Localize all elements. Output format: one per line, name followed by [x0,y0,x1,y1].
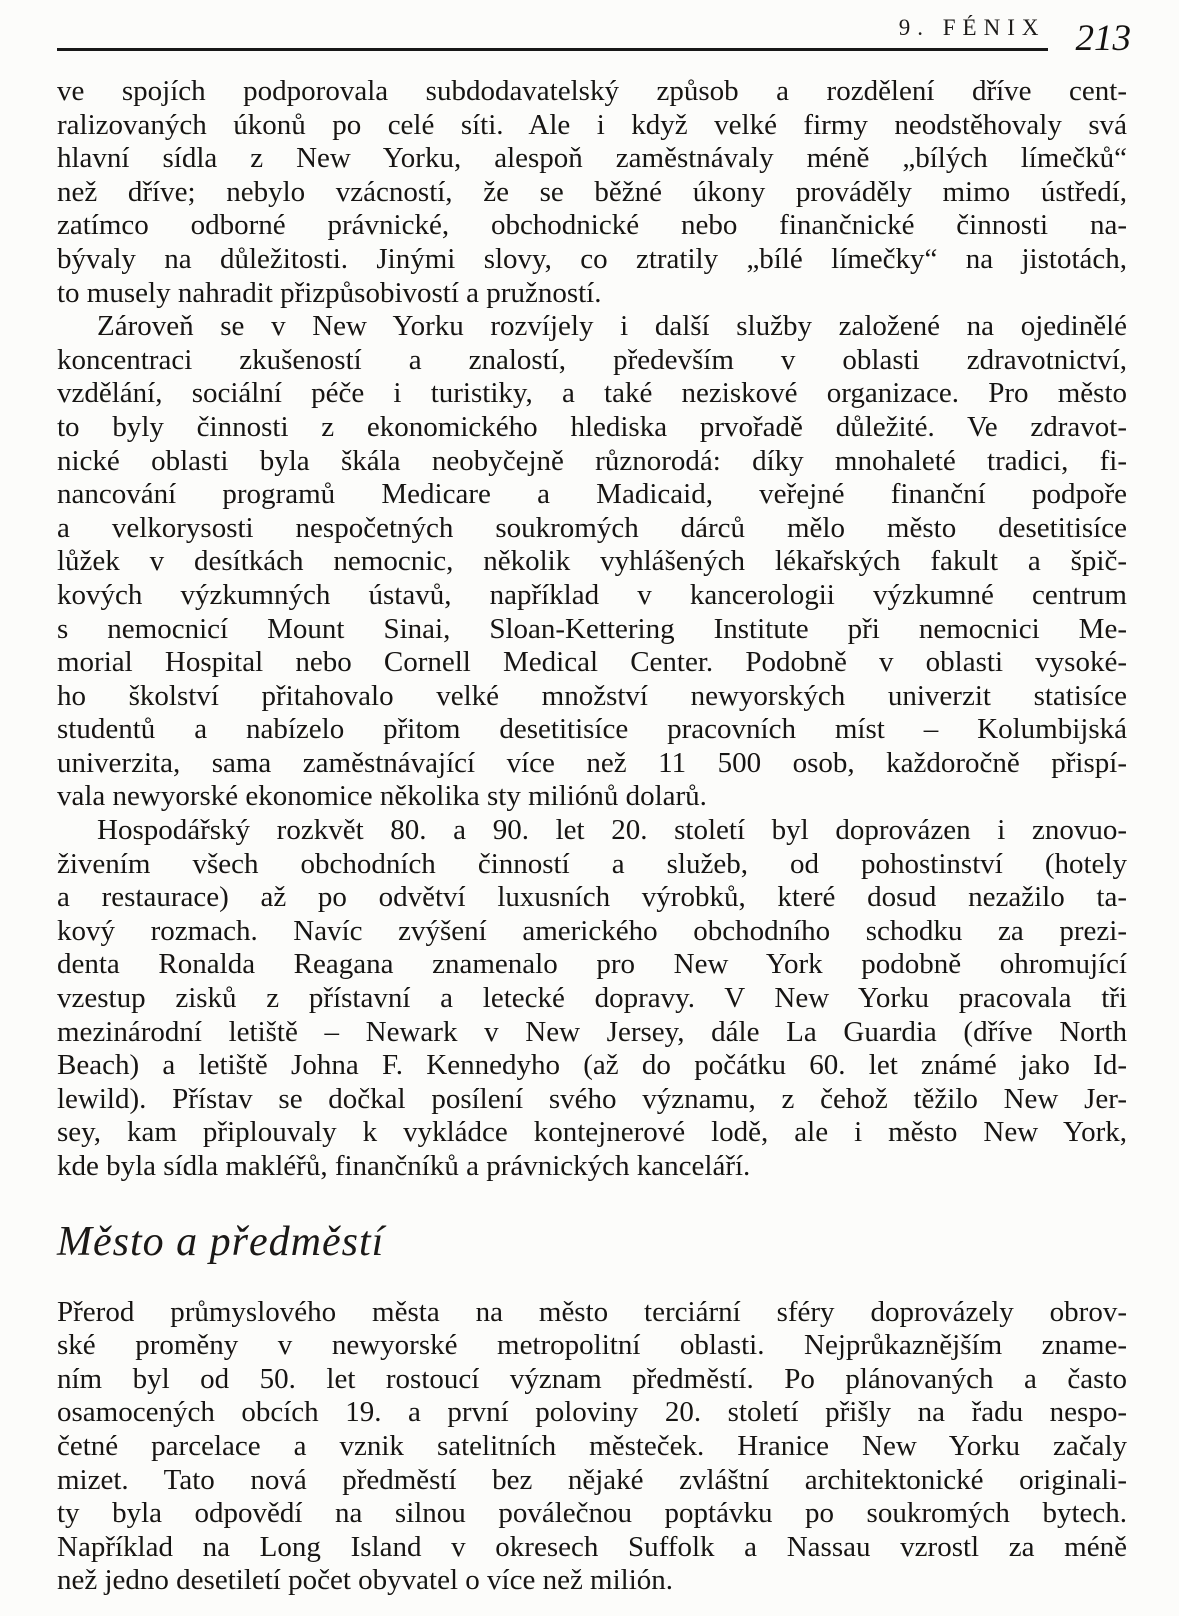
text-line: Například na Long Island v okresech Suffolk a Nassau vzrostl za méně [57,1530,1127,1563]
text-line: Zároveň se v New Yorku rozvíjely i další služby založené na ojedinělé [97,310,1127,343]
text-line: ve spojích podporovala subdodavatelský způsob a rozdělení dříve cent- [57,75,1127,107]
text-line: osamocených obcích 19. a první poloviny 20. století přišly na řadu nespo- [57,1396,1127,1429]
text-line: univerzita, sama zaměstnávající více než 11 500 osob, každoročně přispí- [57,746,1127,779]
text-line: mezinárodní letiště – Newark v New Jersey, dále La Guardia (dříve North [57,1015,1127,1048]
text-line: hlavní sídla z New Yorku, alespoň zaměstnávaly méně „bílých límečků“ [57,142,1127,175]
text-line: to byly činnosti z ekonomického hlediska prvořadě důležité. Ve zdravot- [57,410,1127,443]
text-line: studentů a nabízelo přitom desetitisíce pracovních míst – Kolumbijská [57,713,1127,746]
text-line: zatímco odborné právnické, obchodnické nebo finančnické činnosti na- [57,209,1127,242]
header-rule [57,48,1048,51]
running-header [57,14,1131,59]
text-line: než jedno desetiletí počet obyvatel o více než milión. [57,1564,674,1597]
chapter-title: 9. FÉNIX [898,15,1046,40]
text-line: ralizovaných úkonů po celé síti. Ale i když velké firmy neodstěhovaly svá [57,108,1127,141]
text-line: kových výzkumných ústavů, například v kancerologii výzkumné centrum [57,578,1127,611]
page-body [57,75,1127,1598]
text-line: a velkorysosti nespočetných soukromých dárců mělo město desetitisíce [57,511,1127,544]
paragraph [57,814,1127,1184]
text-line: a restaurace) až po odvětví luxusních výrobků, které dosud nezažilo ta- [57,881,1127,914]
text-line: lůžek v desítkách nemocnic, několik vyhlášených lékařských fakult a špič- [57,545,1127,578]
text-line: Hospodářský rozkvět 80. a 90. let 20. století byl doprovázen i znovuo- [97,814,1127,847]
text-line: nancování programů Medicare a Madicaid, veřejné finanční podpoře [57,478,1127,511]
page-number: 213 [1075,18,1131,59]
text-line: ho školství přitahovalo velké množství newyorských univerzit statisíce [57,679,1127,712]
text-line: živením všech obchodních činností a služeb, od pohostinství (hotely [57,847,1127,880]
text-line: s nemocnicí Mount Sinai, Sloan-Kettering Institute při nemocnici Me- [57,612,1127,645]
text-line: ty byla odpovědí na silnou poválečnou poptávku po soukromých bytech. [57,1497,1127,1530]
section-heading: Město a předměstí [57,1218,385,1265]
text-line: lewild). Přístav se dočkal posílení svého významu, z čehož těžilo New Jer- [57,1082,1127,1115]
running-header-left [57,14,1048,51]
text-line: to musely nahradit přizpůsobivostí a pružností. [57,276,602,309]
text-line: ské proměny v newyorské metropolitní oblasti. Nejprůkaznějším zname- [57,1329,1127,1362]
text-line: sey, kam připlouvaly k vykládce kontejnerové lodě, ale i město New York, [57,1116,1127,1149]
text-line: morial Hospital nebo Cornell Medical Center. Podobně v oblasti vysoké- [57,646,1127,679]
text-line: denta Ronalda Reagana znamenalo pro New York podobně ohromující [57,948,1127,981]
text-line: vzestup zisků z přístavní a letecké dopravy. V New Yorku pracovala tři [57,982,1127,1015]
text-line: nické oblasti byla škála neobyčejně různorodá: díky mnohaleté tradici, fi- [57,444,1127,477]
paragraph [57,310,1127,814]
text-line: mizet. Tato nová předměstí bez nějaké zvláštní architektonické originali- [57,1463,1127,1496]
text-line: vzdělání, sociální péče i turistiky, a také neziskové organizace. Pro město [57,377,1127,410]
paragraph [57,75,1127,310]
text-line: koncentraci zkušeností a znalostí, především v oblasti zdravotnictví, [57,343,1127,376]
text-line: kový rozmach. Navíc zvýšení amerického obchodního schodku za prezi- [57,914,1127,947]
text-line: Beach) a letiště Johna F. Kennedyho (až do počátku 60. let známé jako Id- [57,1049,1127,1082]
text-line: ním byl od 50. let rostoucí význam předměstí. Po plánovaných a často [57,1362,1127,1395]
paragraph [57,1296,1127,1598]
text-line: než dříve; nebylo vzácností, že se běžné úkony prováděly mimo ústředí, [57,175,1127,208]
text-line: vala newyorské ekonomice několika sty miliónů dolarů. [57,780,707,813]
text-line: kde byla sídla makléřů, finančníků a právnických kanceláří. [57,1150,751,1182]
text-line: Přerod průmyslového města na město terciární sféry doprovázely obrov- [57,1295,1127,1328]
text-line: četné parcelace a vznik satelitních městeček. Hranice New Yorku začaly [57,1429,1127,1462]
text-line: bývaly na důležitosti. Jinými slovy, co ztratily „bílé límečky“ na jistotách, [57,242,1127,275]
